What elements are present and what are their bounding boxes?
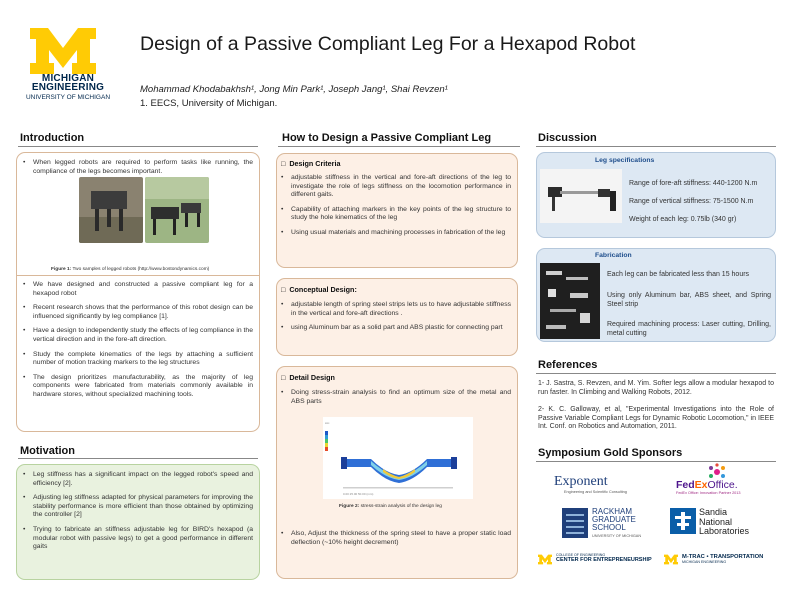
references-heading: References: [538, 359, 598, 371]
reference-2: 2- K. C. Galloway, et al, "Experimental Investigations into the Role of Passive Variable Compliant Legs for Dynamic Robotic Locomotion," in IEEE Int. Conf. on Robotics and Automation, 2011.: [538, 406, 774, 431]
fabrication-box: [536, 248, 776, 342]
conceptual-design-box: [276, 278, 518, 356]
intro-bullet: • We have designed and constructed a passive compliant leg for a hexapod robot: [21, 281, 253, 298]
how-to-rule: [278, 146, 520, 147]
motivation-bullet: • Leg stiffness has a significant impact on the legged robot's speed and efficiency [2].: [21, 471, 253, 488]
conceptual-bullet: • using Aluminum bar as a solid part and ABS plastic for connecting part: [279, 324, 511, 333]
poster-title: Design of a Passive Compliant Leg For a Hexapod Robot: [140, 33, 636, 55]
figure-1-text: Two samples of legged robots (http://www.bostondynamics.com): [71, 267, 210, 272]
design-criteria-title: □ Design Criteria: [281, 159, 340, 168]
sandia-logo: [699, 508, 773, 537]
reference-1: 1- J. Sastra, S. Revzen, and M. Yim. Softer legs allow a modular hexapod to run faster. In Climbing and Walking Robots, 2012.: [538, 380, 774, 396]
references-rule: [536, 373, 776, 374]
fabrication-parts-photo: [540, 263, 600, 339]
conceptual-bullet: • adjustable length of spring steel strips lets us to have adjustable stiffness in the vertical and fore-aft directions .: [279, 301, 511, 318]
center-for-entrepreneurship-logo: [556, 553, 656, 563]
fab-materials: Using only Aluminum bar, ABS sheet, and Spring Steel strip: [607, 292, 771, 308]
leg-specifications-title: Leg specifications: [595, 157, 655, 164]
fedex-tagline: FedEx Office: Innovation Partner 2013: [676, 491, 741, 495]
introduction-inner-rule: [17, 275, 259, 276]
criteria-bullet: • Using usual materials and machining processes in fabrication of the leg: [279, 229, 511, 238]
motivation-bullet: • Adjusting leg stiffness adapted for physical parameters for improving the stability performance is more efficient than those obtained by optimizing the controller [2]: [21, 494, 253, 520]
sandia-line-3: Laboratories: [699, 526, 750, 536]
intro-bullet: • The design prioritizes manufacturability, as the majority of leg components were fabricated from materials commonly available in hardware stores, without specialized machining tools.: [21, 374, 253, 400]
mtrac-transportation-logo: [682, 554, 782, 564]
logo-line-university: UNIVERSITY OF MICHIGAN: [25, 94, 111, 101]
sandia-thunderbird-icon: [670, 508, 696, 534]
introduction-rule: [18, 146, 258, 147]
intro-bullet-legged-robots: • When legged robots are required to perform tasks like running, the compliance of the legs becomes important.: [21, 159, 253, 176]
introduction-box: [16, 152, 260, 432]
motivation-list: [21, 471, 253, 558]
logo-line-michigan: MICHIGAN: [41, 73, 95, 84]
rackham-line-4: UNIVERSITY OF MICHIGAN: [592, 534, 642, 538]
leg-prototype-photo: [540, 169, 622, 223]
introduction-heading: Introduction: [20, 132, 85, 144]
fedex-ex: Ex: [694, 479, 708, 491]
fab-time: Each leg can be fabricated less than 15 hours: [607, 271, 750, 278]
michigan-engineering-wordmark: [18, 74, 118, 102]
fedex-wordmark: [676, 479, 776, 491]
figure-2-caption: [339, 504, 442, 509]
rackham-line-3: SCHOOL: [592, 523, 626, 532]
fedex-fed: Fed: [676, 479, 695, 491]
mtrac-block-m-icon: [664, 554, 678, 565]
fedex-office-logo: [676, 479, 776, 495]
sponsors-rule: [536, 461, 776, 462]
spec-fore-aft-stiffness: Range of fore-aft stiffness: 440-1200 N.m: [629, 180, 758, 187]
detail-design-title: □ Detail Design: [281, 373, 335, 382]
motivation-rule: [18, 458, 258, 459]
cfe-line-1: COLLEGE OF ENGINEERING: [556, 553, 606, 557]
motivation-heading: Motivation: [20, 445, 75, 457]
rackham-emblem-icon: [562, 508, 588, 538]
discussion-heading: Discussion: [538, 132, 597, 144]
fabrication-title: Fabrication: [595, 252, 632, 259]
sponsors-heading: Symposium Gold Sponsors: [538, 447, 683, 459]
introduction-list: [21, 281, 253, 406]
exponent-wordmark: Exponent: [554, 474, 608, 489]
criteria-bullet: • Capability of attaching markers in the key points of the leg structure to study the hole kinematics of the leg: [279, 206, 511, 223]
conceptual-design-title: □ Conceptual Design:: [281, 285, 357, 294]
exponent-tagline: Engineering and Scientific Consulting: [564, 490, 627, 494]
sandia-line-1: Sandia: [699, 507, 728, 517]
author-list: Mohammad Khodabakhsh¹, Jong Min Park¹, Joseph Jang¹, Shai Revzen¹: [140, 84, 448, 95]
exponent-logo: [554, 474, 654, 494]
conceptual-design-list: [279, 301, 511, 339]
how-to-heading: How to Design a Passive Compliant Leg: [282, 132, 492, 144]
figure-2-text: stress-strain analysis of the design leg: [359, 504, 442, 509]
cfe-line-2: CENTER FOR ENTREPRENEURSHIP: [556, 557, 652, 563]
intro-bullet: • Study the complete kinematics of the legs by attaching a sufficient number of motion tracking markers to the leg structures: [21, 351, 253, 368]
spec-vertical-stiffness: Range of vertical stiffness: 75-1500 N.m: [629, 198, 754, 205]
discussion-rule: [536, 146, 776, 147]
stress-strain-fea-image: [323, 417, 473, 499]
motivation-box: [16, 464, 260, 580]
criteria-bullet: • adjustable stiffness in the vertical and fore-aft directions of the leg to investigate the role of legs stiffness on the locomotion performance in different gaits.: [279, 174, 511, 200]
spec-leg-weight: Weight of each leg: 0.75lb (340 gr): [629, 216, 737, 223]
legged-robot-photo-1: [79, 177, 143, 243]
rackham-line-1: RACKHAM: [592, 507, 633, 516]
intro-bullet: • Have a design to independently study the effects of leg compliance in the vertical direction and in the fore-aft direction.: [21, 327, 253, 344]
fab-machining: Required machining process: Laser cutting, Drilling, metal cutting: [607, 321, 771, 337]
detail-design-list-1: [279, 389, 511, 412]
logo-line-engineering: ENGINEERING: [31, 82, 105, 93]
leg-specifications-box: [536, 152, 776, 238]
mtrac-line-2: MICHIGAN ENGINEERING: [682, 560, 727, 564]
legged-robot-photo-2: [145, 177, 209, 243]
svg-text:0.00 25.00 50.00 (mm): 0.00 25.00 50.00 (mm): [343, 492, 374, 496]
design-criteria-list: [279, 174, 511, 244]
cfe-block-m-icon: [538, 554, 552, 565]
detail-design-box: [276, 366, 518, 579]
detail-design-list-2: [279, 530, 511, 553]
rackham-logo: [592, 508, 662, 540]
affiliation: 1. EECS, University of Michigan.: [140, 98, 278, 109]
figure-1-caption: [51, 267, 209, 272]
intro-bullet: • Recent research shows that the performance of this robot design can be influenced significantly by leg compliance [1].: [21, 304, 253, 321]
detail-bullet: • Doing stress-strain analysis to find an optimum size of the metal and ABS parts: [279, 389, 511, 406]
sandia-line-2: National: [699, 516, 733, 527]
rackham-line-2: GRADUATE: [592, 515, 636, 524]
mtrac-line-1: M-TRAC • TRANSPORTATION: [682, 554, 764, 560]
detail-bullet: • Also, Adjust the thickness of the spring steel to have a proper static load deflection (~10% height decrement): [279, 530, 511, 547]
design-criteria-box: [276, 153, 518, 268]
motivation-bullet: • Trying to fabricate an stiffness adjustable leg for BIRD's hexapod (a modular robot with passive legs) to get a good performance in different gaits: [21, 526, 253, 552]
svg-text:▪▪▪▪: ▪▪▪▪: [325, 421, 330, 425]
figure-1-label: Figure 1:: [51, 267, 72, 272]
fedex-office: Office.: [707, 479, 738, 491]
michigan-block-m-logo: [30, 28, 96, 74]
figure-2-label: Figure 2:: [339, 504, 360, 509]
